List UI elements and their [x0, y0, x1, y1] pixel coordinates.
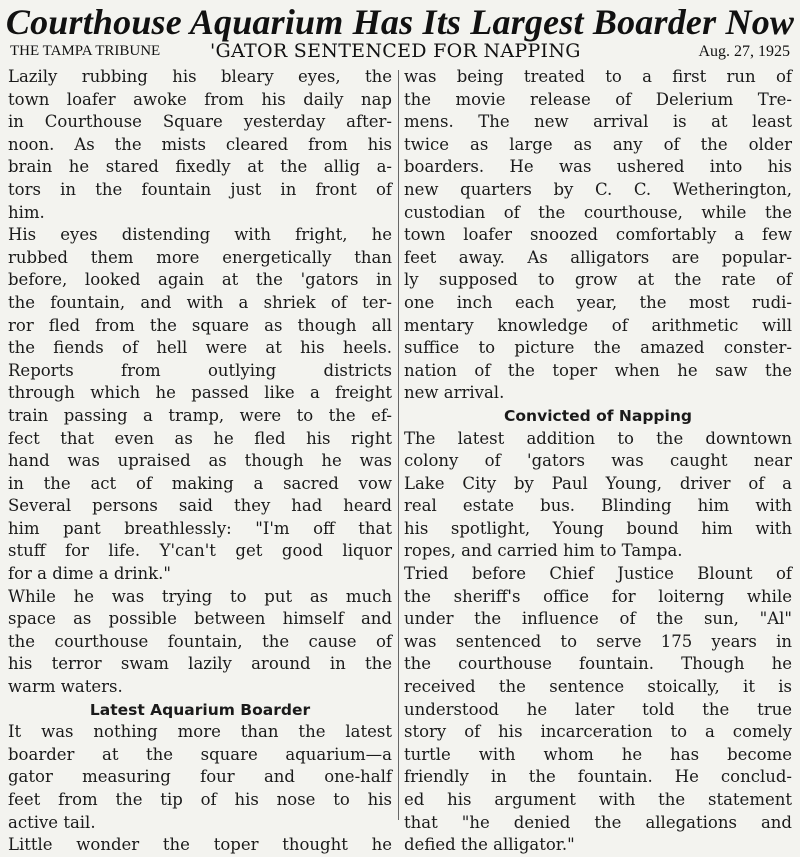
- text-line: Several persons said they had heard: [8, 496, 392, 516]
- text-line: town loafer snoozed comfortably a few: [404, 225, 792, 245]
- text-line: him pant breathlessly: "I'm off that: [8, 518, 392, 538]
- text-line: the sheriff's office for loiterng while: [404, 586, 792, 606]
- text-line: While he was trying to put as much: [8, 586, 392, 606]
- text-line: boarder at the square aquarium—a: [8, 744, 392, 764]
- text-line: was being treated to a first run of: [404, 67, 792, 86]
- text-line: warm waters.: [8, 677, 123, 697]
- text-line: It was nothing more than the latest: [8, 722, 392, 742]
- text-line: real estate bus. Blinding him with: [404, 496, 792, 516]
- text-line: mens. The new arrival is at least: [404, 112, 792, 132]
- section-subheading: Latest Aquarium Boarder: [89, 700, 311, 719]
- text-line: rubbed them more energetically than: [8, 247, 392, 267]
- text-line: the fiends of hell were at his heels.: [8, 338, 392, 358]
- text-line: defied the alligator.": [404, 835, 575, 855]
- text-line: active tail.: [8, 812, 96, 832]
- text-line: hand was upraised as though he was: [8, 451, 392, 471]
- section-subheading: Convicted of Napping: [504, 406, 692, 425]
- text-line: him.: [8, 202, 45, 222]
- column-divider: [398, 70, 399, 820]
- text-line: Little wonder the toper thought he: [8, 835, 392, 855]
- text-line: new quarters by C. C. Wetherington,: [404, 179, 792, 199]
- text-line: ly supposed to grow at the rate of: [404, 270, 792, 290]
- left-column: [8, 66, 392, 857]
- text-line: gator measuring four and one-half: [8, 767, 392, 787]
- publication-date: Aug. 27, 1925: [698, 43, 790, 60]
- text-line: tors in the fountain just in front of: [8, 179, 392, 199]
- text-line: ror fled from the square as though all: [8, 315, 392, 335]
- text-line: twice as large as any of the older: [404, 134, 792, 154]
- text-line: The latest addition to the downtown: [404, 428, 792, 448]
- text-line: space as possible between himself and: [8, 609, 392, 629]
- text-line: turtle with whom he has become: [404, 744, 792, 764]
- kicker-headline: 'GATOR SENTENCED FOR NAPPING: [210, 40, 581, 62]
- text-line: Lazily rubbing his bleary eyes, the: [8, 67, 392, 86]
- text-line: boarders. He was ushered into his: [404, 157, 792, 177]
- text-line: ed his argument with the statement: [404, 790, 792, 809]
- text-line: stuff for life. Y'can't get good liquor: [8, 541, 392, 561]
- text-line: brain he stared fixedly at the allig a-: [8, 157, 392, 177]
- text-line: in the act of making a sacred vow: [8, 473, 392, 493]
- text-line: was sentenced to serve 175 years in: [404, 631, 792, 651]
- text-line: ropes, and carried him to Tampa.: [404, 541, 683, 561]
- text-line: for a dime a drink.": [8, 564, 172, 584]
- text-line: feet away. As alligators are popular-: [404, 247, 792, 267]
- text-line: the courthouse fountain, the cause of: [8, 631, 392, 651]
- text-line: under the influence of the sun, "Al": [404, 609, 792, 629]
- text-line: friendly in the fountain. He conclud-: [404, 767, 792, 787]
- text-line: suffice to picture the amazed conster-: [404, 338, 792, 358]
- text-line: his terror swam lazily around in the: [8, 654, 392, 674]
- text-line: fect that even as he fled his right: [8, 428, 392, 448]
- text-line: story of his incarceration to a comely: [404, 722, 792, 742]
- text-line: received the sentence stoically, it is: [404, 677, 792, 697]
- text-line: custodian of the courthouse, while the: [404, 202, 792, 222]
- text-line: nation of the toper when he saw the: [404, 360, 792, 380]
- text-line: that "he denied the allegations and: [404, 812, 792, 832]
- text-line: Reports from outlying districts: [8, 360, 392, 380]
- text-line: in Courthouse Square yesterday after-: [8, 112, 392, 132]
- headline: Courthouse Aquarium Has Its Largest Boarder Now: [5, 2, 795, 42]
- text-line: Lake City by Paul Young, driver of a: [404, 473, 792, 493]
- text-line: new arrival.: [404, 383, 505, 403]
- text-line: Tried before Chief Justice Blount of: [404, 564, 792, 584]
- text-line: the fountain, and with a shriek of ter-: [8, 292, 392, 312]
- right-column: [404, 66, 792, 857]
- text-line: town loafer awoke from his daily nap: [8, 89, 392, 109]
- text-line: train passing a tramp, were to the ef-: [8, 405, 392, 425]
- text-line: his spotlight, Young bound him with: [404, 518, 792, 538]
- text-line: one inch each year, the most rudi-: [404, 292, 792, 312]
- subheader-row: [10, 40, 790, 64]
- text-line: noon. As the mists cleared from his: [8, 134, 392, 154]
- text-line: understood he later told the true: [404, 699, 792, 719]
- text-line: His eyes distending with fright, he: [8, 225, 392, 245]
- text-line: through which he passed like a freight: [8, 383, 392, 403]
- text-line: the courthouse fountain. Though he: [404, 654, 792, 674]
- text-line: the movie release of Delerium Tre-: [404, 89, 792, 109]
- publication-name: THE TAMPA TRIBUNE: [10, 43, 161, 59]
- text-line: before, looked again at the 'gators in: [8, 270, 392, 290]
- text-line: feet from the tip of his nose to his: [8, 790, 392, 809]
- text-line: colony of 'gators was caught near: [404, 451, 792, 471]
- text-line: mentary knowledge of arithmetic will: [404, 315, 792, 335]
